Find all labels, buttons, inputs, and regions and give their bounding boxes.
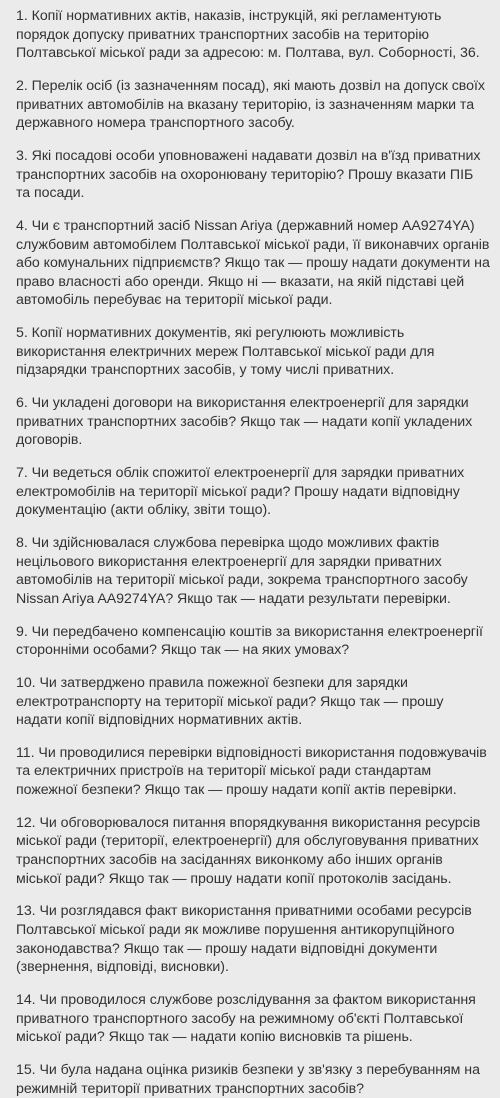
question-9: 9. Чи передбачено компенсацію коштів за використання електроенергії сторонніми особами? Якщо так — на яких умовах? [16,623,483,659]
question-2: 2. Перелік осіб (із зазначенням посад), які мають дозвіл на допуск своїх приватних автомобілів на вказану територію, із зазначенням марки та державного номера транспортного засобу. [16,77,485,132]
question-14: 14. Чи проводилося службове розслідування за фактом використання приватного транспортного засобу на режимному об'єкті Полтавської міської ради? Якщо так — надати копію висновків та рішень. [16,991,476,1046]
question-7: 7. Чи ведеться облік спожитої електроенергії для зарядки приватних електромобілів на території міської ради? Прошу надати відповідну документацію (акти обліку, звіти тощо). [16,465,465,519]
question-12: 12. Чи обговорювалося питання впорядкування використання ресурсів міської ради (території, електроенергії) для обслуговування приватних транспортних засобів на засіданнях виконкому або інших органів міської ради? Якщо так — прошу надати копії протоколів засідань. [16,814,481,887]
question-13: 13. Чи розглядався факт використання приватними особами ресурсів Полтавської міської ради як можливе порушення антикорупційного законодавства? Якщо так — прошу надати відповідні документи (звернення, відповіді, висновки). [16,903,472,976]
question-11: 11. Чи проводилися перевірки відповідності використання подовжувачів та електричних пристроїв на території міської ради стандартам пожежної безпеки? Якщо так — прошу надати копії актів перевірки. [16,744,487,799]
question-3: 3. Які посадові особи уповноважені надавати дозвіл на в'їзд приватних транспортних засобів на охоронювану територію? Прошу вказати ПІБ та посади. [16,147,481,202]
question-6: 6. Чи укладені договори на використання електроенергії для зарядки приватних транспортних засобів? Якщо так — надати копії укладених договорів. [16,395,473,449]
question-10: 10. Чи затверджено правила пожежної безпеки для зарядки електротранспорту на території міської ради? Якщо так — прошу надати копії відповідних нормативних актів. [16,674,444,729]
question-1: 1. Копії нормативних актів, наказів, інструкцій, які регламентують порядок допуску приватних транспортних засобів на територію Полтавської міської ради за адресою: м. Полтава, вул. Соборності, 36. [16,8,480,62]
question-15: 15. Чи була надана оцінка ризиків безпеки у зв'язку з перебуванням на режимній території приватних транспортних засобів? [16,1061,480,1097]
question-5: 5. Копії нормативних документів, які регулюють можливість використання електричних мереж Полтавської міської ради для підзарядки транспортних засобів, у тому числі приватних. [16,325,435,379]
question-8: 8. Чи здійснювалася службова перевірка щодо можливих фактів нецільового використання електроенергії для зарядки приватних автомобілів на території міської ради, зокрема транспортного засобу Nissan Ariya AA9274YA? Якщо так — надати результати перевірки. [16,534,468,607]
question-4: 4. Чи є транспортний засіб Nissan Ariya (державний номер AA9274YA) службовим автомобілем Полтавської міської ради, її виконавчих органів або комунальних підприємств? Якщо так — прошу надати документи на право власності або оренди. Якщо ні — вказати, на якій підставі цей автомобіль перебуває на території міської ради. [16,217,490,309]
